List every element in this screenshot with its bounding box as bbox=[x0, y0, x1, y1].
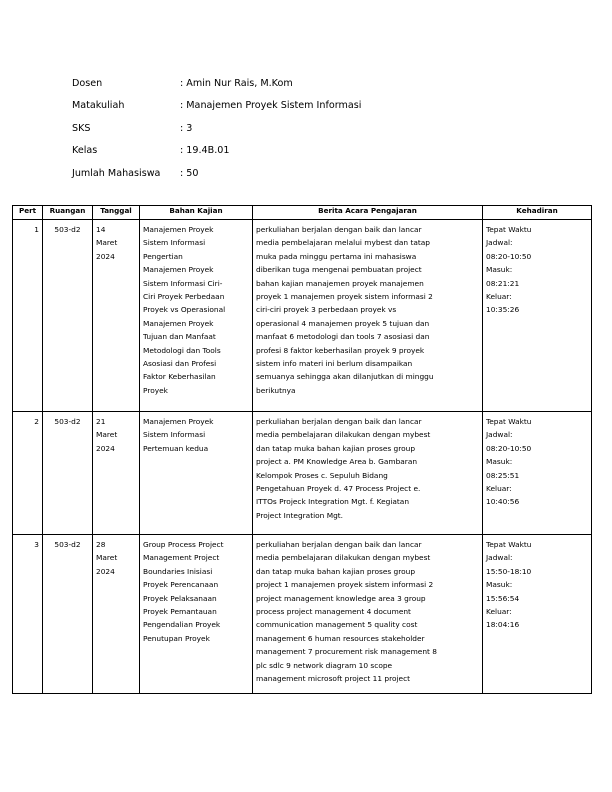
attendance-line: Masuk: bbox=[486, 580, 513, 590]
date-line: 21 bbox=[96, 417, 106, 426]
report-line: proyek 1 manajemen proyek sistem informasi 2 bbox=[256, 292, 433, 302]
info-value: : 50 bbox=[180, 167, 199, 179]
report-line: media pembelajaran melalui mybest dan tatap bbox=[256, 238, 430, 248]
report-line: project management knowledge area 3 group bbox=[256, 593, 426, 603]
cell-berita-acara bbox=[253, 412, 483, 535]
topic-line: Group Process Project bbox=[143, 540, 224, 549]
cell-tanggal bbox=[93, 535, 140, 694]
attendance-line: 18:04:16 bbox=[486, 620, 520, 630]
attendance-line: Tepat Waktu bbox=[486, 417, 532, 426]
info-row-jumlah-mahasiswa bbox=[72, 162, 361, 185]
topic-line: Management Project bbox=[143, 553, 220, 563]
attendance-line: Keluar: bbox=[486, 484, 512, 494]
attendance-line: 08:25:51 bbox=[486, 470, 520, 480]
header-pert: Pert bbox=[13, 206, 43, 220]
info-row-dosen bbox=[72, 72, 361, 95]
info-label: Dosen bbox=[72, 77, 103, 89]
report-line: project 1 manajemen proyek sistem informasi 2 bbox=[256, 580, 434, 590]
header-ruangan: Ruangan bbox=[43, 206, 93, 220]
info-row-kelas bbox=[72, 140, 361, 163]
info-row-matakuliah bbox=[72, 95, 361, 118]
report-line: ciri-ciri proyek 3 perbedaan proyek vs bbox=[256, 305, 397, 315]
topic-line: Sistem Informasi bbox=[143, 238, 206, 248]
attendance-line: Tepat Waktu bbox=[486, 225, 532, 234]
course-info bbox=[72, 72, 361, 185]
topic-line: Sistem Informasi bbox=[143, 430, 206, 440]
attendance-line: Jadwal: bbox=[486, 553, 513, 563]
report-line: media pembelajaran dilakukan dengan mybest bbox=[256, 430, 431, 440]
report-line: project a. PM Knowledge Area b. Gambaran bbox=[256, 457, 418, 467]
topic-line: Proyek bbox=[143, 385, 168, 395]
topic-line: Pengertian bbox=[143, 251, 183, 261]
attendance-line: 15:50-18:10 bbox=[486, 566, 532, 576]
attendance-line: Jadwal: bbox=[486, 430, 513, 440]
topic-line: Manajemen Proyek bbox=[143, 417, 214, 426]
report-line: berikutnya bbox=[256, 385, 296, 395]
report-line: bahan kajian manajemen proyek manajemen bbox=[256, 278, 424, 288]
topic-line: Proyek vs Operasional bbox=[143, 305, 226, 315]
attendance-line: 15:56:54 bbox=[486, 593, 520, 603]
report-line: ITTOs Projeck Integration Mgt. f. Kegiatan bbox=[256, 497, 410, 507]
lecture-record-table bbox=[12, 205, 592, 694]
topic-line: Asosiasi dan Profesi bbox=[143, 359, 217, 369]
report-line: perkuliahan berjalan dengan baik dan lancar bbox=[256, 225, 422, 234]
cell-bahan-kajian bbox=[140, 220, 253, 412]
report-line: media pembelajaran dilakukan dengan mybest bbox=[256, 553, 431, 563]
table-header-row bbox=[13, 206, 592, 220]
info-value: : 3 bbox=[180, 122, 193, 134]
cell-ruangan: 503-d2 bbox=[43, 535, 93, 694]
info-value: : Manajemen Proyek Sistem Informasi bbox=[180, 100, 362, 112]
date-line: 2024 bbox=[96, 251, 115, 261]
topic-line: Ciri Proyek Perbedaan bbox=[143, 292, 225, 302]
report-line: process project management 4 document bbox=[256, 607, 411, 617]
report-line: dan tatap muka bahan kajian proses group bbox=[256, 443, 416, 453]
info-label: Jumlah Mahasiswa bbox=[72, 167, 161, 179]
report-line: semuanya sehingga akan dilanjutkan di minggu bbox=[256, 372, 434, 382]
attendance-line: 08:20-10:50 bbox=[486, 443, 532, 453]
topic-line: Proyek Pelaksanaan bbox=[143, 593, 217, 603]
topic-line: Boundaries Inisiasi bbox=[143, 566, 213, 576]
topic-line: Sistem Informasi Ciri- bbox=[143, 278, 223, 288]
attendance-line: 08:21:21 bbox=[486, 278, 520, 288]
report-line: profesi 8 faktor keberhasilan proyek 9 proyek bbox=[256, 345, 425, 355]
report-line: management 7 procurement risk management 8 bbox=[256, 647, 437, 657]
report-line: communication management 5 quality cost bbox=[256, 620, 418, 630]
report-line: perkuliahan berjalan dengan baik dan lancar bbox=[256, 417, 422, 426]
report-line: diberikan tuga mengenai pembuatan project bbox=[256, 265, 422, 275]
report-line: perkuliahan berjalan dengan baik dan lancar bbox=[256, 540, 422, 549]
date-line: 14 bbox=[96, 225, 106, 234]
attendance-line: Masuk: bbox=[486, 265, 513, 275]
report-line: operasional 4 manajemen proyek 5 tujuan dan bbox=[256, 318, 430, 328]
info-value: : Amin Nur Rais, M.Kom bbox=[180, 77, 293, 89]
info-label: Kelas bbox=[72, 145, 98, 157]
report-line: muka pada minggu pertama ini mahasiswa bbox=[256, 251, 417, 261]
date-line: Maret bbox=[96, 430, 118, 440]
cell-berita-acara bbox=[253, 220, 483, 412]
report-line: manfaat 6 metodologi dan tools 7 asosiasi dan bbox=[256, 332, 430, 342]
header-tanggal: Tanggal bbox=[93, 206, 140, 220]
info-label: SKS bbox=[72, 122, 91, 134]
date-line: Maret bbox=[96, 553, 118, 563]
cell-kehadiran bbox=[483, 412, 592, 535]
cell-berita-acara bbox=[253, 535, 483, 694]
header-kehadiran: Kehadiran bbox=[483, 206, 592, 220]
attendance-line: 10:35:26 bbox=[486, 305, 520, 315]
topic-line: Manajemen Proyek bbox=[143, 225, 214, 234]
info-label: Matakuliah bbox=[72, 100, 125, 112]
cell-bahan-kajian bbox=[140, 412, 253, 535]
cell-kehadiran bbox=[483, 220, 592, 412]
table-row bbox=[13, 412, 592, 535]
cell-kehadiran bbox=[483, 535, 592, 694]
cell-pert: 1 bbox=[13, 220, 43, 412]
topic-line: Penutupan Proyek bbox=[143, 633, 210, 643]
cell-pert: 3 bbox=[13, 535, 43, 694]
attendance-line: 08:20-10:50 bbox=[486, 251, 532, 261]
topic-line: Pertemuan kedua bbox=[143, 443, 209, 453]
attendance-line: 10:40:56 bbox=[486, 497, 520, 507]
table-row bbox=[13, 535, 592, 694]
cell-tanggal bbox=[93, 220, 140, 412]
topic-line: Proyek Perencanaan bbox=[143, 580, 219, 590]
attendance-line: Keluar: bbox=[486, 607, 512, 617]
report-line: Kelompok Proses c. Sepuluh Bidang bbox=[256, 470, 388, 480]
date-line: 28 bbox=[96, 540, 106, 549]
date-line: 2024 bbox=[96, 566, 115, 576]
attendance-line: Masuk: bbox=[486, 457, 513, 467]
topic-line: Manajemen Proyek bbox=[143, 265, 214, 275]
info-value: : 19.4B.01 bbox=[180, 145, 230, 157]
topic-line: Faktor Keberhasilan bbox=[143, 372, 216, 382]
topic-line: Manajemen Proyek bbox=[143, 318, 214, 328]
cell-pert: 2 bbox=[13, 412, 43, 535]
report-line: sistem info materi ini berlum disampaikan bbox=[256, 359, 413, 369]
info-row-sks bbox=[72, 117, 361, 140]
cell-tanggal bbox=[93, 412, 140, 535]
topic-line: Metodologi dan Tools bbox=[143, 345, 221, 355]
table-row bbox=[13, 220, 592, 412]
cell-ruangan: 503-d2 bbox=[43, 220, 93, 412]
attendance-line: Keluar: bbox=[486, 292, 512, 302]
topic-line: Pengendalian Proyek bbox=[143, 620, 221, 630]
topic-line: Tujuan dan Manfaat bbox=[143, 332, 216, 342]
header-bahan-kajian: Bahan Kajian bbox=[140, 206, 253, 220]
header-berita-acara: Berita Acara Pengajaran bbox=[253, 206, 483, 220]
report-line: management 6 human resources stakeholder bbox=[256, 633, 425, 643]
report-line: management microsoft project 11 project bbox=[256, 674, 411, 684]
cell-bahan-kajian bbox=[140, 535, 253, 694]
report-line: dan tatap muka bahan kajian proses group bbox=[256, 566, 416, 576]
attendance-line: Jadwal: bbox=[486, 238, 513, 248]
topic-line: Proyek Pemantauan bbox=[143, 607, 217, 617]
attendance-line: Tepat Waktu bbox=[486, 540, 532, 549]
report-line: Pengetahuan Proyek d. 47 Process Project e. bbox=[256, 484, 421, 494]
date-line: Maret bbox=[96, 238, 118, 248]
cell-ruangan: 503-d2 bbox=[43, 412, 93, 535]
report-line: Project Integration Mgt. bbox=[256, 510, 344, 520]
date-line: 2024 bbox=[96, 443, 115, 453]
report-line: plc sdlc 9 network diagram 10 scope bbox=[256, 660, 393, 670]
